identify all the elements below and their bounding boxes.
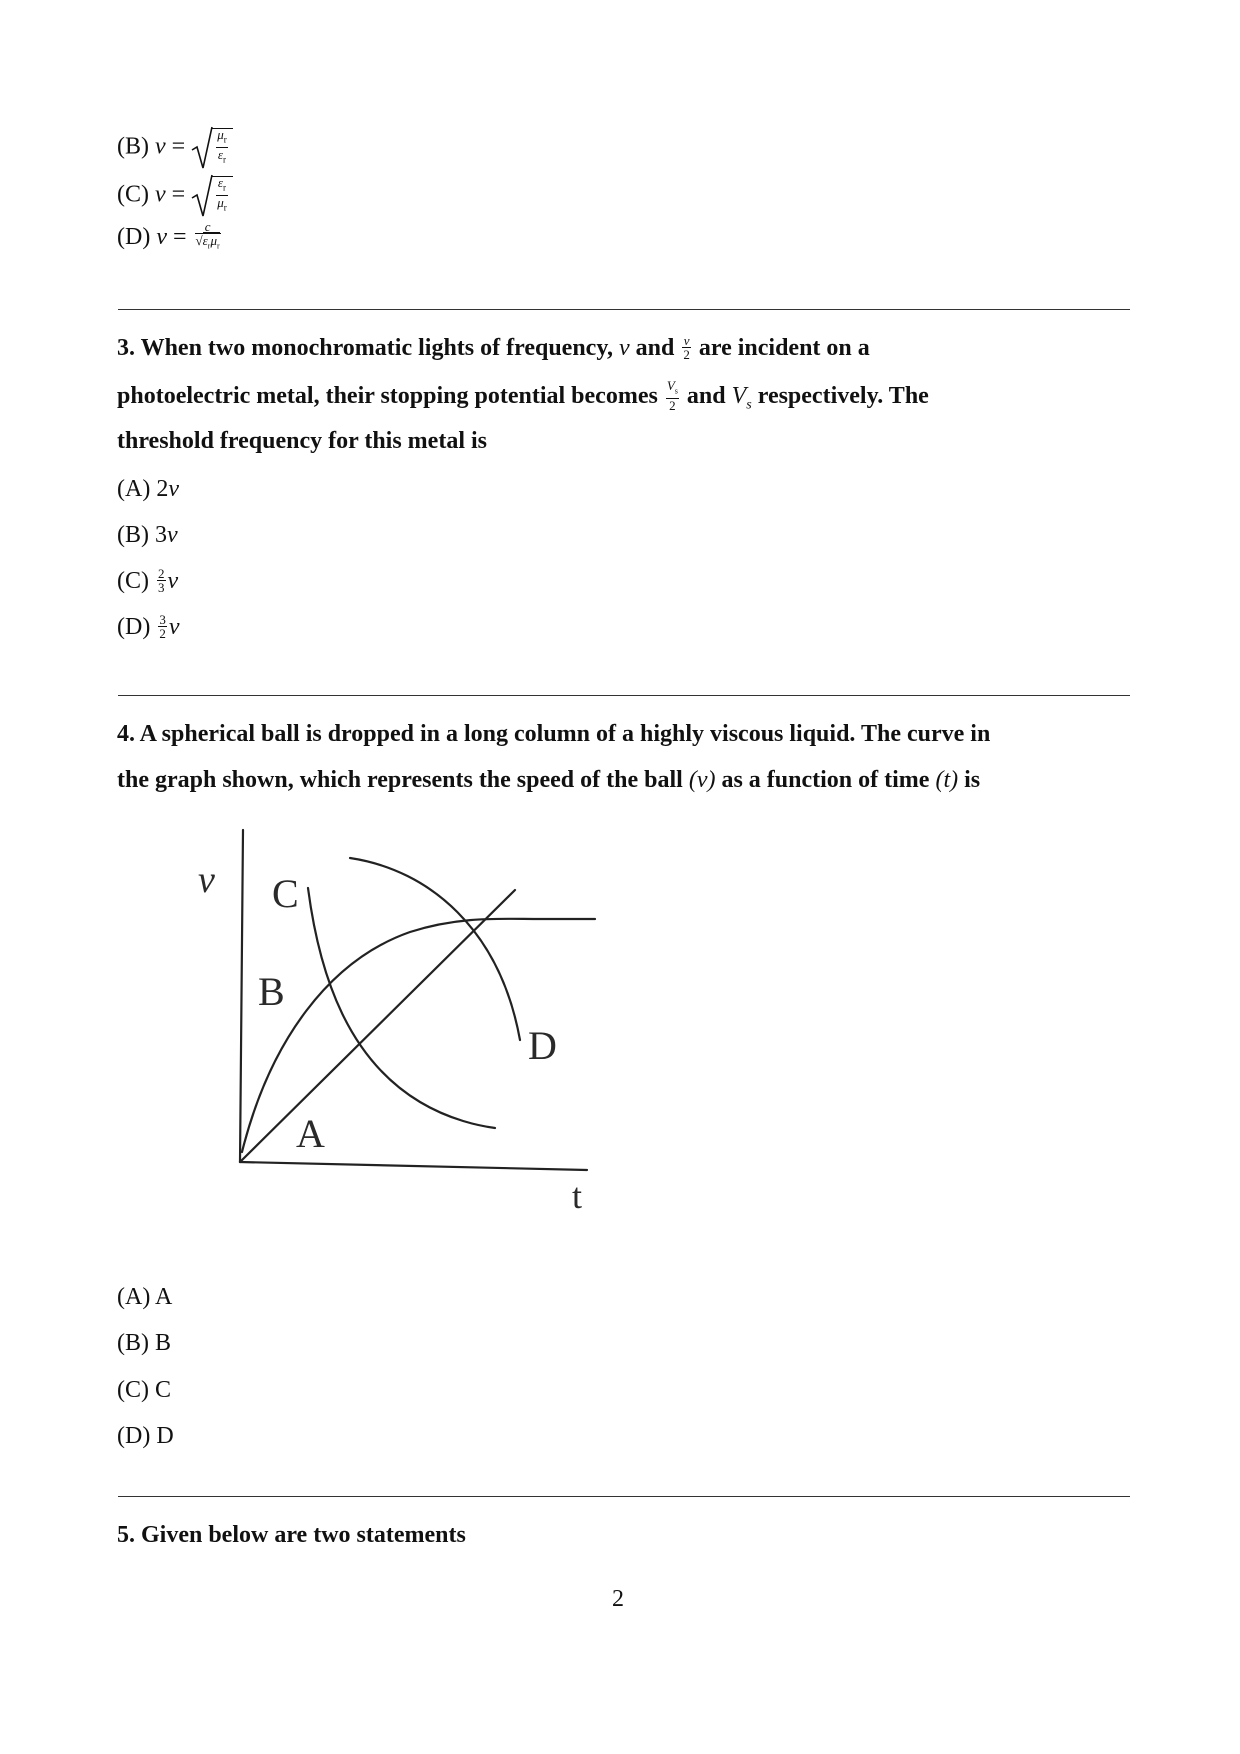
divider <box>118 1496 1130 1497</box>
curve-label-d: D <box>528 1023 557 1068</box>
prev-option-c: (C) ν = $\frac{\varepsilon_r}{\mu_r}$ <box>117 174 233 218</box>
q3-option-a: (A) 2ν <box>117 476 179 502</box>
q3-text-line3: threshold frequency for this metal is <box>117 428 487 454</box>
q4-option-c: (C) C <box>117 1377 171 1403</box>
q3-option-c: (C) $\frac{2}{3}$ ν <box>117 565 179 595</box>
divider <box>118 695 1130 696</box>
q4-text-line1: 4. A spherical ball is dropped in a long column of a highly viscous liquid. The curve in <box>117 721 991 747</box>
curve-label-b: B <box>258 969 285 1014</box>
q3-text-line1: 3. When two monochromatic lights of frequency, ν and $\frac{\nu}{2}$ are incident on a <box>117 332 870 362</box>
velocity-time-graph <box>180 820 640 1220</box>
q3-text-line2: photoelectric metal, their stopping potential becomes $\frac{V_s}{2}$ and $V_s$ respectively. The <box>117 378 929 413</box>
curve-label-c: C <box>272 871 299 916</box>
q4-text-line2: the graph shown, which represents the speed of the ball (v) as a function of time (t) is <box>117 767 981 793</box>
x-axis-label: t <box>572 1176 583 1216</box>
y-axis-label: v <box>198 859 215 901</box>
sqrt-mu-over-eps: $\frac{\mu_r}{\varepsilon_r}$ <box>191 126 233 170</box>
x-axis <box>240 1162 587 1170</box>
q4-option-b: (B) B <box>117 1330 171 1356</box>
q3-option-d: (D) $\frac{3}{2}$ ν <box>117 611 180 641</box>
prev-option-b: (B) ν = $\frac{\mu_r}{\varepsilon_r}$ <box>117 126 233 170</box>
q4-option-a: (A) A <box>117 1284 173 1310</box>
c-over-sqrt: $\frac{c}{√\varepsilon_r\mu_r}$ <box>195 219 220 251</box>
q4-option-d: (D) D <box>117 1423 174 1449</box>
q5-heading: 5. Given below are two statements <box>117 1522 466 1548</box>
prev-option-d: (D) ν = $\frac{c}{√\varepsilon_r\mu_r}$ <box>117 219 220 251</box>
page-number: 2 <box>612 1586 624 1612</box>
y-axis <box>240 830 243 1162</box>
divider <box>118 309 1130 310</box>
curve-label-a: A <box>296 1111 325 1156</box>
q3-option-b: (B) 3ν <box>117 522 178 548</box>
sqrt-eps-over-mu: $\frac{\varepsilon_r}{\mu_r}$ <box>191 174 233 218</box>
